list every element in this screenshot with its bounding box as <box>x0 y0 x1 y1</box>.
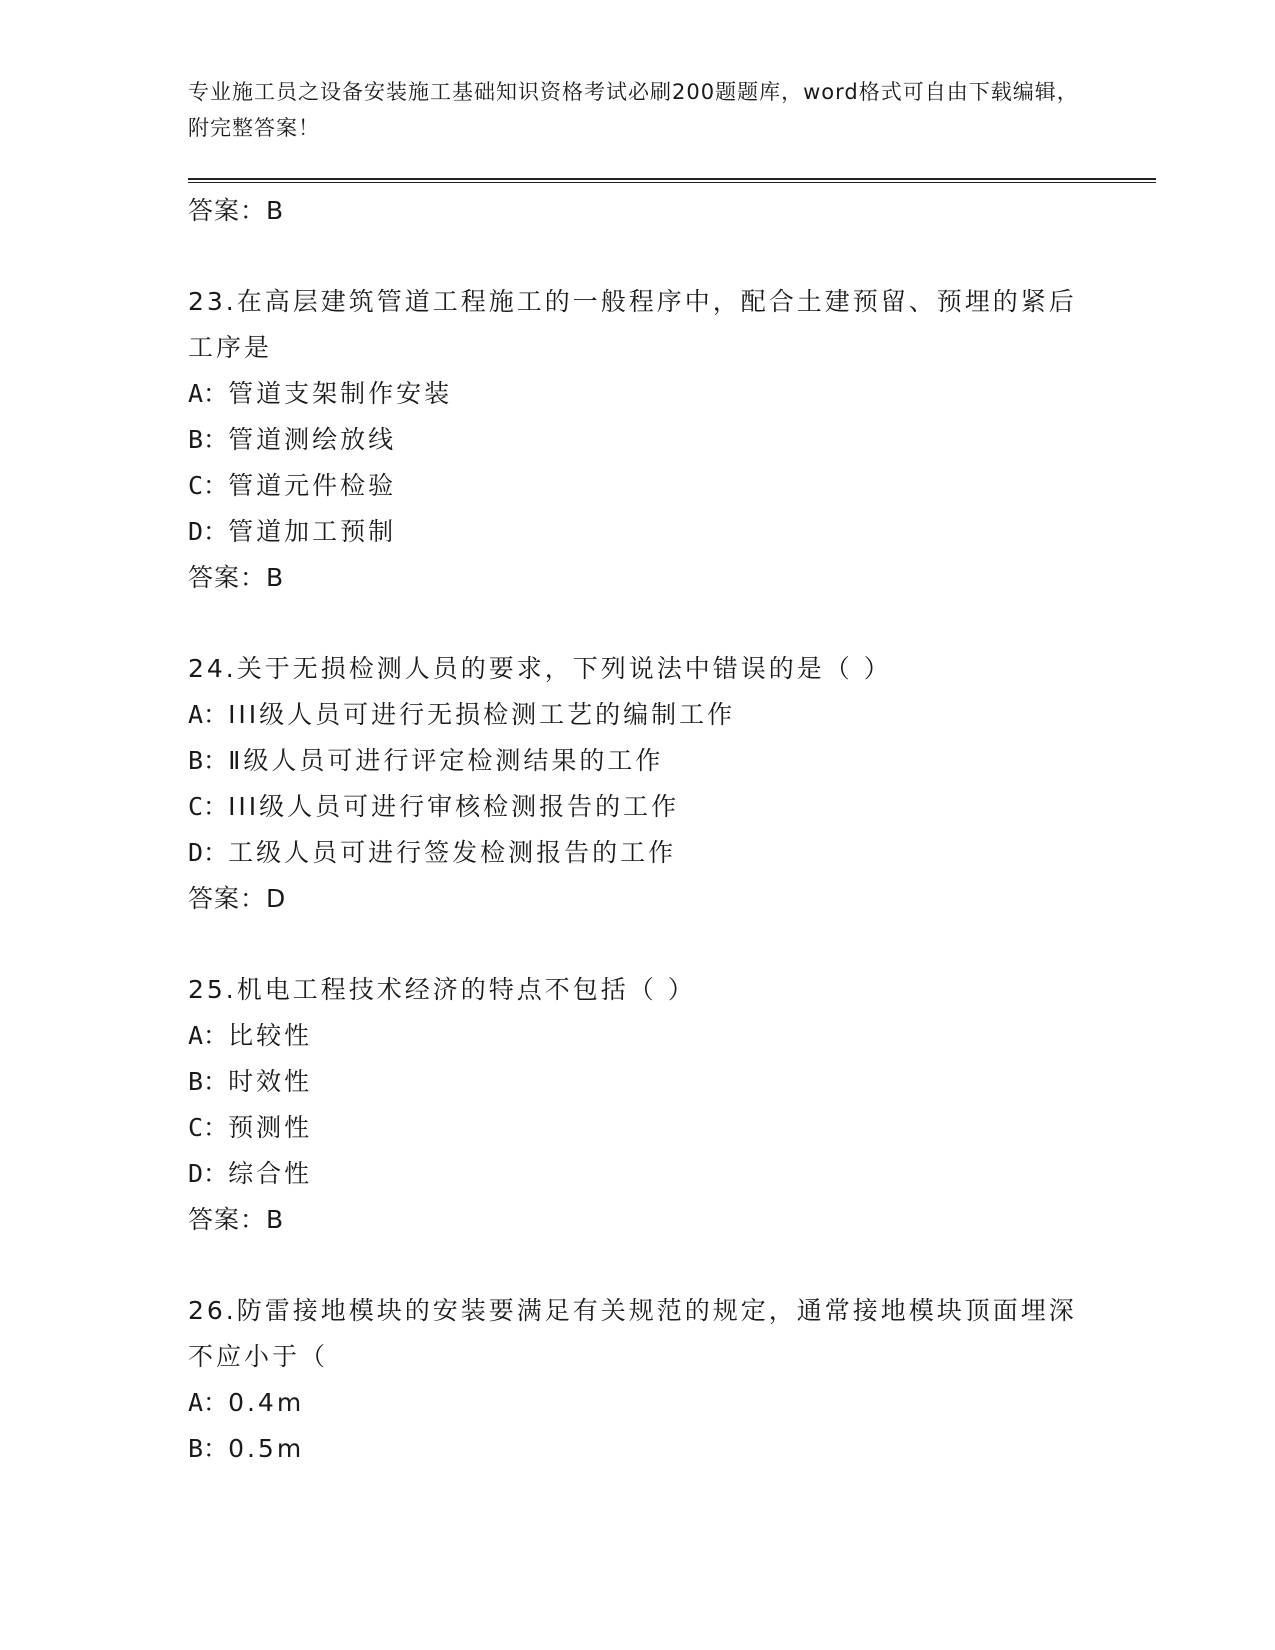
answer-line: 答案：B <box>188 1205 285 1234</box>
option-key: D： <box>188 517 229 546</box>
option-key: B： <box>188 746 229 775</box>
option-key: B： <box>188 1434 229 1463</box>
option-text: 比较性 <box>228 1021 313 1050</box>
option-text: 预测性 <box>228 1113 313 1142</box>
page-header <box>188 74 1088 146</box>
option-c <box>188 1105 1088 1151</box>
option-d <box>188 830 1088 876</box>
option-key: B： <box>188 425 229 454</box>
option-b <box>188 1426 1088 1472</box>
option-key: A： <box>188 1388 229 1417</box>
option-text: 管道测绘放线 <box>228 425 397 454</box>
option-text: 0.5m <box>228 1434 305 1463</box>
option-text: 管道加工预制 <box>228 517 397 546</box>
document-body <box>188 188 1088 1472</box>
answer-line: 答案：D <box>188 884 287 913</box>
question-item <box>188 1288 1088 1472</box>
option-a <box>188 692 1088 738</box>
option-text: Ⅱ级人员可进行评定检测结果的工作 <box>228 746 664 775</box>
option-key: C： <box>188 471 229 500</box>
question-text: 26.防雷接地模块的安装要满足有关规范的规定，通常接地模块顶面埋深不应小于（ <box>188 1296 1077 1371</box>
option-d <box>188 1151 1088 1197</box>
question-text: 24.关于无损检测人员的要求，下列说法中错误的是（ ） <box>188 654 892 683</box>
option-b <box>188 738 1088 784</box>
option-text: 管道支架制作安装 <box>228 379 453 408</box>
option-d <box>188 509 1088 555</box>
option-a <box>188 1013 1088 1059</box>
option-key: A： <box>188 700 229 729</box>
option-a <box>188 371 1088 417</box>
document-title: 专业施工员之设备安装施工基础知识资格考试必刷200题题库，word格式可自由下载编辑，附完整答案！ <box>188 80 1079 140</box>
option-c <box>188 784 1088 830</box>
option-key: C： <box>188 792 229 821</box>
answer-line: 答案：B <box>188 563 285 592</box>
question-text: 23.在高层建筑管道工程施工的一般程序中，配合土建预留、预埋的紧后工序是 <box>188 287 1077 362</box>
option-text: III级人员可进行无损检测工艺的编制工作 <box>228 700 736 729</box>
question-text: 25.机电工程技术经济的特点不包括（ ） <box>188 975 696 1004</box>
option-key: A： <box>188 379 229 408</box>
option-key: C： <box>188 1113 229 1142</box>
option-b <box>188 417 1088 463</box>
answer-line: 答案：B <box>188 196 285 225</box>
option-key: A： <box>188 1021 229 1050</box>
question-item <box>188 279 1088 601</box>
option-c <box>188 463 1088 509</box>
header-divider <box>188 178 1156 183</box>
option-a <box>188 1380 1088 1426</box>
question-item <box>188 967 1088 1243</box>
question-item <box>188 646 1088 922</box>
option-key: D： <box>188 838 229 867</box>
option-text: 管道元件检验 <box>228 471 397 500</box>
option-text: 0.4m <box>228 1388 305 1417</box>
option-text: 工级人员可进行签发检测报告的工作 <box>228 838 677 867</box>
option-text: 综合性 <box>228 1159 313 1188</box>
option-b <box>188 1059 1088 1105</box>
option-text: III级人员可进行审核检测报告的工作 <box>228 792 680 821</box>
option-key: D： <box>188 1159 229 1188</box>
option-text: 时效性 <box>228 1067 313 1096</box>
option-key: B： <box>188 1067 229 1096</box>
